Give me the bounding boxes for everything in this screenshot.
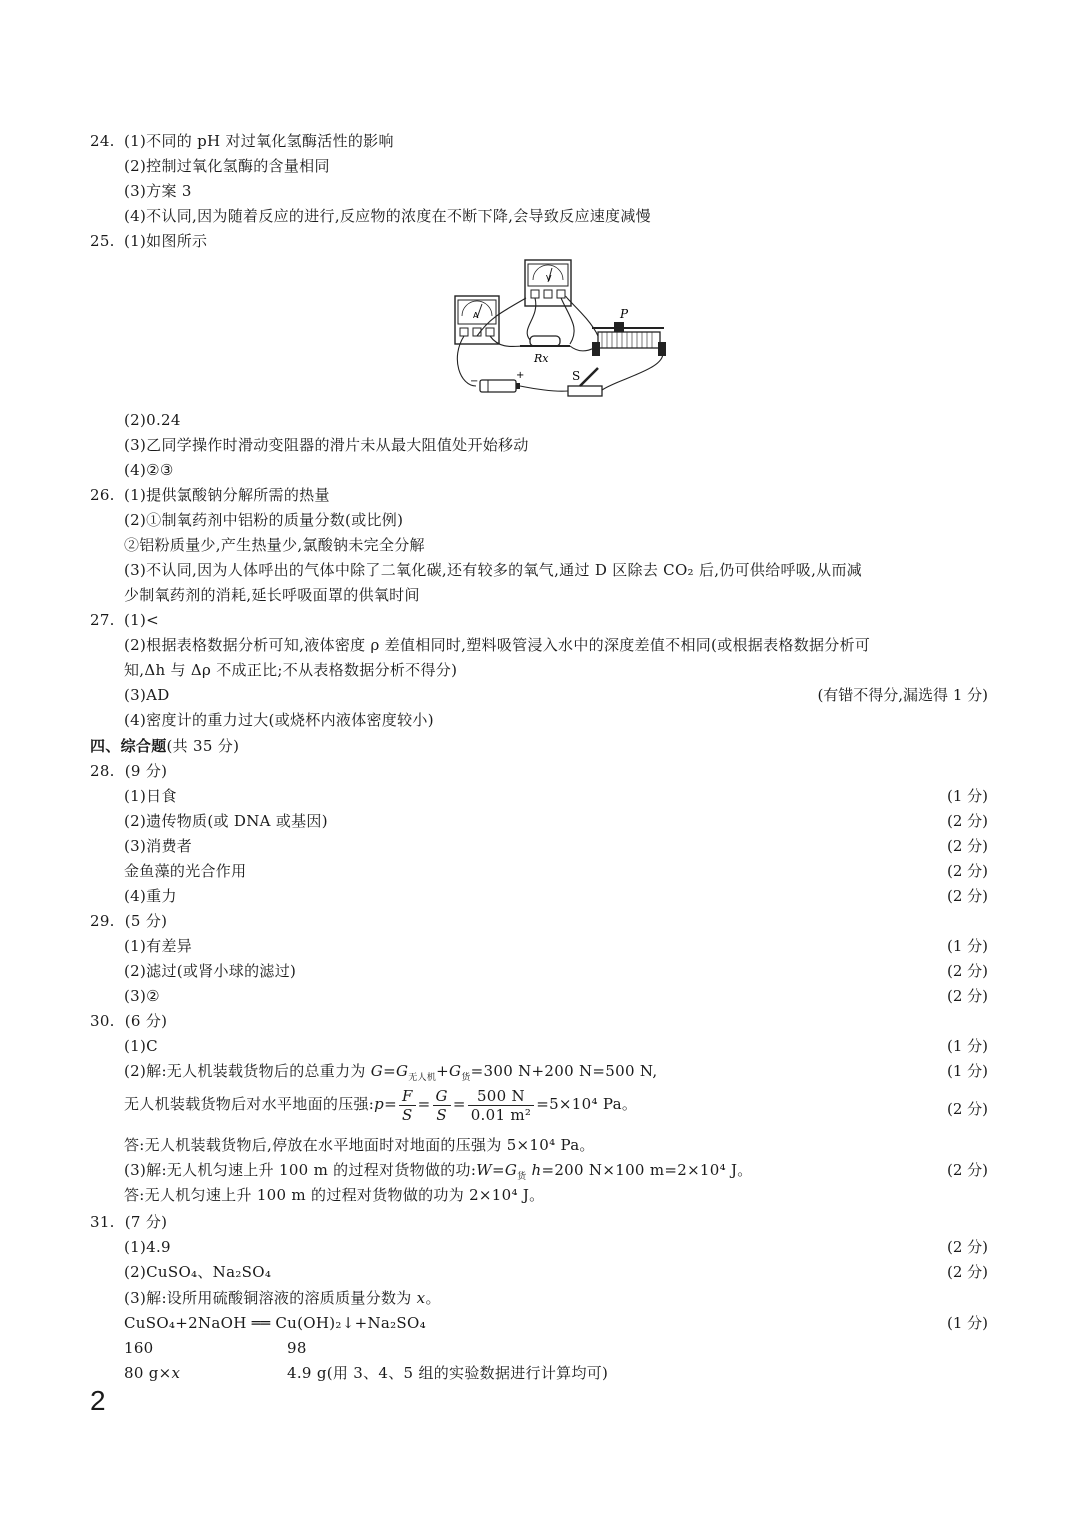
q25-part1: (1)如图所示 [124,232,208,250]
q24-part2: (2)控制过氧化氢酶的含量相同 [124,157,330,175]
q31-part2-score: (2 分) [946,1263,988,1281]
q28-item-score: (2 分) [946,812,988,830]
q29-item: (2)滤过(或肾小球的滤过) [124,962,297,980]
q28-item-score: (2 分) [946,887,988,905]
q29-item-score: (2 分) [946,987,988,1005]
q30-number: 30. (6 分) [90,1012,168,1030]
q25-part4: (4)②③ [124,461,174,479]
page-number: 2 [90,1385,106,1416]
q24-part4: (4)不认同,因为随着反应的进行,反应物的浓度在不断下降,会导致反应速度减慢 [124,207,651,225]
q27-number: 27. [90,611,115,629]
ammeter [455,296,499,344]
voltmeter-label: V [546,274,552,283]
q31-part1-score: (2 分) [946,1238,988,1256]
rheostat [592,307,666,356]
q26-part3b: 少制氧药剂的消耗,延长呼吸面罩的供氧时间 [124,586,420,604]
q30-pressure-formula: 无人机装载货物后对水平地面的压强:p= $\frac{F}{S}$ = $\frac{G}{S}$ = $\frac{500 N}{\text{0.01 m²}}$ =5×10⁴ Pa。 [124,1086,638,1124]
q28-item: (4)重力 [124,887,177,905]
voltmeter [525,260,571,306]
q29-item: (3)② [124,987,160,1005]
q30-part2: (2)解:无人机装载货物后的总重力为 $G=G_{无人机}+G_货=300$ N+200 N=500 N, [124,1062,658,1083]
q29-item-score: (2 分) [946,962,988,980]
q25-part3: (3)乙同学操作时滑动变阻器的滑片未从最大阻值处开始移动 [124,436,529,454]
q28-points: (9 分) [124,762,168,780]
q30-part2-score: (1 分) [946,1062,988,1080]
q27-part1: (1)< [124,611,160,629]
q30-part3-score: (2 分) [946,1161,988,1179]
q31-mass-160: 160 [124,1339,154,1357]
q28-item: 金鱼藻的光合作用 [124,862,247,880]
q30-part1: (1)C [124,1037,158,1055]
resistor-rx [520,336,570,365]
q29-number: 29. (5 分) [90,912,168,930]
q24-part3: (3)方案 3 [124,182,192,200]
section-4-title: 四、综合题 [90,737,167,755]
switch-s [568,368,602,396]
q28-item: (2)遗传物质(或 DNA 或基因) [124,812,328,830]
section-4-heading [90,736,239,756]
switch-label: S [572,369,581,383]
q24-number: 24. [90,132,115,150]
q27-part2a: (2)根据表格数据分析可知,液体密度 ρ 差值相同时,塑料吸管浸入水中的深度差值不相同(或根据表格数据分析可 [124,636,871,654]
q25-number: 25. [90,232,115,250]
ammeter-label: A [473,311,479,320]
q28-number: 28. (9 分) [90,762,168,780]
q31-points: (7 分) [124,1213,168,1231]
q31-mass-98: 98 [287,1339,307,1357]
q28-item: (1)日食 [124,787,177,805]
q28-item: (3)消费者 [124,837,193,855]
q31-mass-49g: 4.9 g(用 3、4、5 组的实验数据进行计算均可) [287,1364,609,1382]
q30-part1-score: (1 分) [946,1037,988,1055]
q26-part2b: ②铝粉质量少,产生热量少,氯酸钠未完全分解 [124,536,425,554]
q29-item-score: (1 分) [946,937,988,955]
q29-item: (1)有差异 [124,937,193,955]
q26-part2: (2)①制氧药剂中铝粉的质量分数(或比例) [124,511,404,529]
q30-answer2: 答:无人机匀速上升 100 m 的过程对货物做的功为 2×10⁴ J。 [124,1186,545,1204]
battery-plus: + [516,370,525,381]
section-4-note: (共 35 分) [166,737,240,755]
q26-part3a: (3)不认同,因为人体呼出的气体中除了二氧化碳,还有较多的氧气,通过 D 区除去 CO₂ 后,仍可供给呼吸,从而减 [124,561,863,579]
q31-number: 31. (7 分) [90,1213,168,1231]
slider-label: P [620,307,629,321]
q30-part3: (3)解:无人机匀速上升 100 m 的过程对货物做的功$:W=G_货$ h=200 N×100 m=2×10⁴ J。 [124,1161,753,1182]
battery-minus: − [470,376,479,387]
q30-pressure-score: (2 分) [946,1100,988,1118]
q26-part1: (1)提供氯酸钠分解所需的热量 [124,486,330,504]
q29-points: (5 分) [124,912,168,930]
q27-part3: (3)AD [124,686,170,704]
q28-item-score: (1 分) [946,787,988,805]
q25-part2: (2)0.24 [124,411,181,429]
q30-answer1: 答:无人机装载货物后,停放在水平地面时对地面的压强为 5×10⁴ Pa。 [124,1136,595,1154]
rx-label: Rx [534,352,549,365]
q31-part3: (3)解:设所用硫酸铜溶液的溶质质量分数为 x。 [124,1289,441,1307]
q31-part1: (1)4.9 [124,1238,171,1256]
q26-number: 26. [90,486,115,504]
q31-equation: CuSO₄+2NaOH ══ Cu(OH)₂↓+Na₂SO₄ [124,1314,426,1332]
battery [470,370,524,392]
q27-part4: (4)密度计的重力过大(或烧杯内液体密度较小) [124,711,434,729]
q30-points: (6 分) [124,1012,168,1030]
q27-part3-note: (有错不得分,漏选得 1 分) [817,686,988,704]
q31-mass-80g: 80 g×x [124,1364,181,1382]
q31-part2: (2)CuSO₄、Na₂SO₄ [124,1263,272,1281]
circuit-diagram [440,258,670,400]
q28-item-score: (2 分) [946,837,988,855]
q27-part2b: 知,Δh 与 Δρ 不成正比;不从表格数据分析不得分) [124,661,458,679]
q28-item-score: (2 分) [946,862,988,880]
q24-part1: (1)不同的 pH 对过氧化氢酶活性的影响 [124,132,394,150]
q31-equation-score: (1 分) [946,1314,988,1332]
